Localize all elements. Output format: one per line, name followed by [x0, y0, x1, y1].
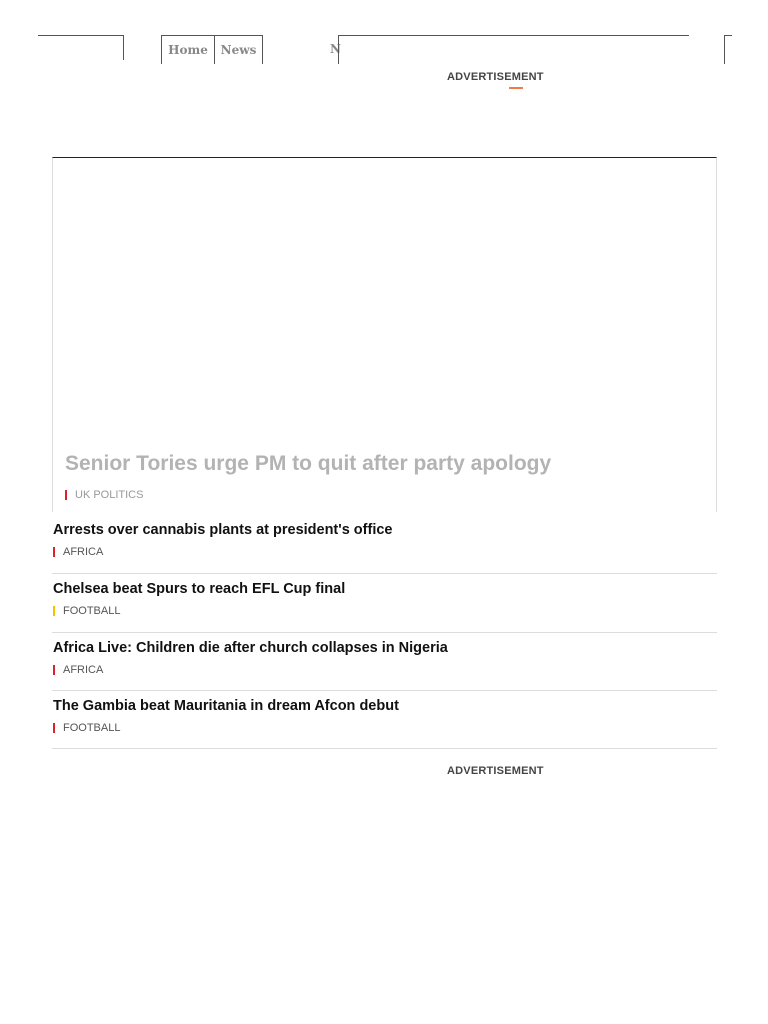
advertisement-label-top: ADVERTISEMENT [447, 71, 544, 83]
list-item[interactable] [52, 574, 717, 633]
advertisement-label-bottom: ADVERTISEMENT [447, 765, 544, 777]
hero-story-title[interactable]: Senior Tories urge PM to quit after party apology [65, 452, 552, 475]
category-marker [53, 606, 55, 616]
hero-story-category[interactable] [65, 489, 143, 501]
story-category-label: AFRICA [63, 546, 104, 558]
story-category[interactable] [53, 546, 103, 558]
story-category-label: FOOTBALL [63, 605, 121, 617]
story-title[interactable]: Africa Live: Children die after church collapses in Nigeria [53, 640, 448, 656]
story-list [52, 516, 717, 749]
nav-divider [724, 35, 732, 36]
story-category[interactable] [53, 664, 103, 676]
hero-category-label: UK POLITICS [75, 489, 144, 501]
list-item[interactable] [52, 691, 717, 749]
nav-divider [38, 35, 124, 36]
nav-news-label: News [220, 43, 257, 57]
nav-home-link[interactable] [161, 35, 215, 64]
story-title[interactable]: Arrests over cannabis plants at president's office [53, 522, 393, 538]
advertisement-underline [509, 87, 523, 89]
nav-cut-link[interactable]: N [330, 42, 341, 56]
list-item[interactable] [52, 516, 717, 574]
story-title[interactable]: The Gambia beat Mauritania in dream Afcon debut [53, 698, 399, 714]
story-title[interactable]: Chelsea beat Spurs to reach EFL Cup final [53, 581, 346, 597]
category-marker [65, 490, 67, 500]
story-category-label: AFRICA [63, 664, 104, 676]
story-category-label: FOOTBALL [63, 722, 121, 734]
story-category[interactable] [53, 722, 120, 734]
story-category[interactable] [53, 605, 120, 617]
nav-divider [338, 35, 689, 36]
category-marker [53, 723, 55, 733]
hero-story-card[interactable] [52, 157, 717, 512]
nav-news-link[interactable] [214, 35, 263, 64]
nav-divider [338, 35, 339, 64]
category-marker [53, 547, 55, 557]
nav-home-label: Home [168, 43, 208, 57]
nav-divider [123, 35, 124, 60]
category-marker [53, 665, 55, 675]
nav-divider [724, 35, 725, 64]
list-item[interactable] [52, 633, 717, 691]
